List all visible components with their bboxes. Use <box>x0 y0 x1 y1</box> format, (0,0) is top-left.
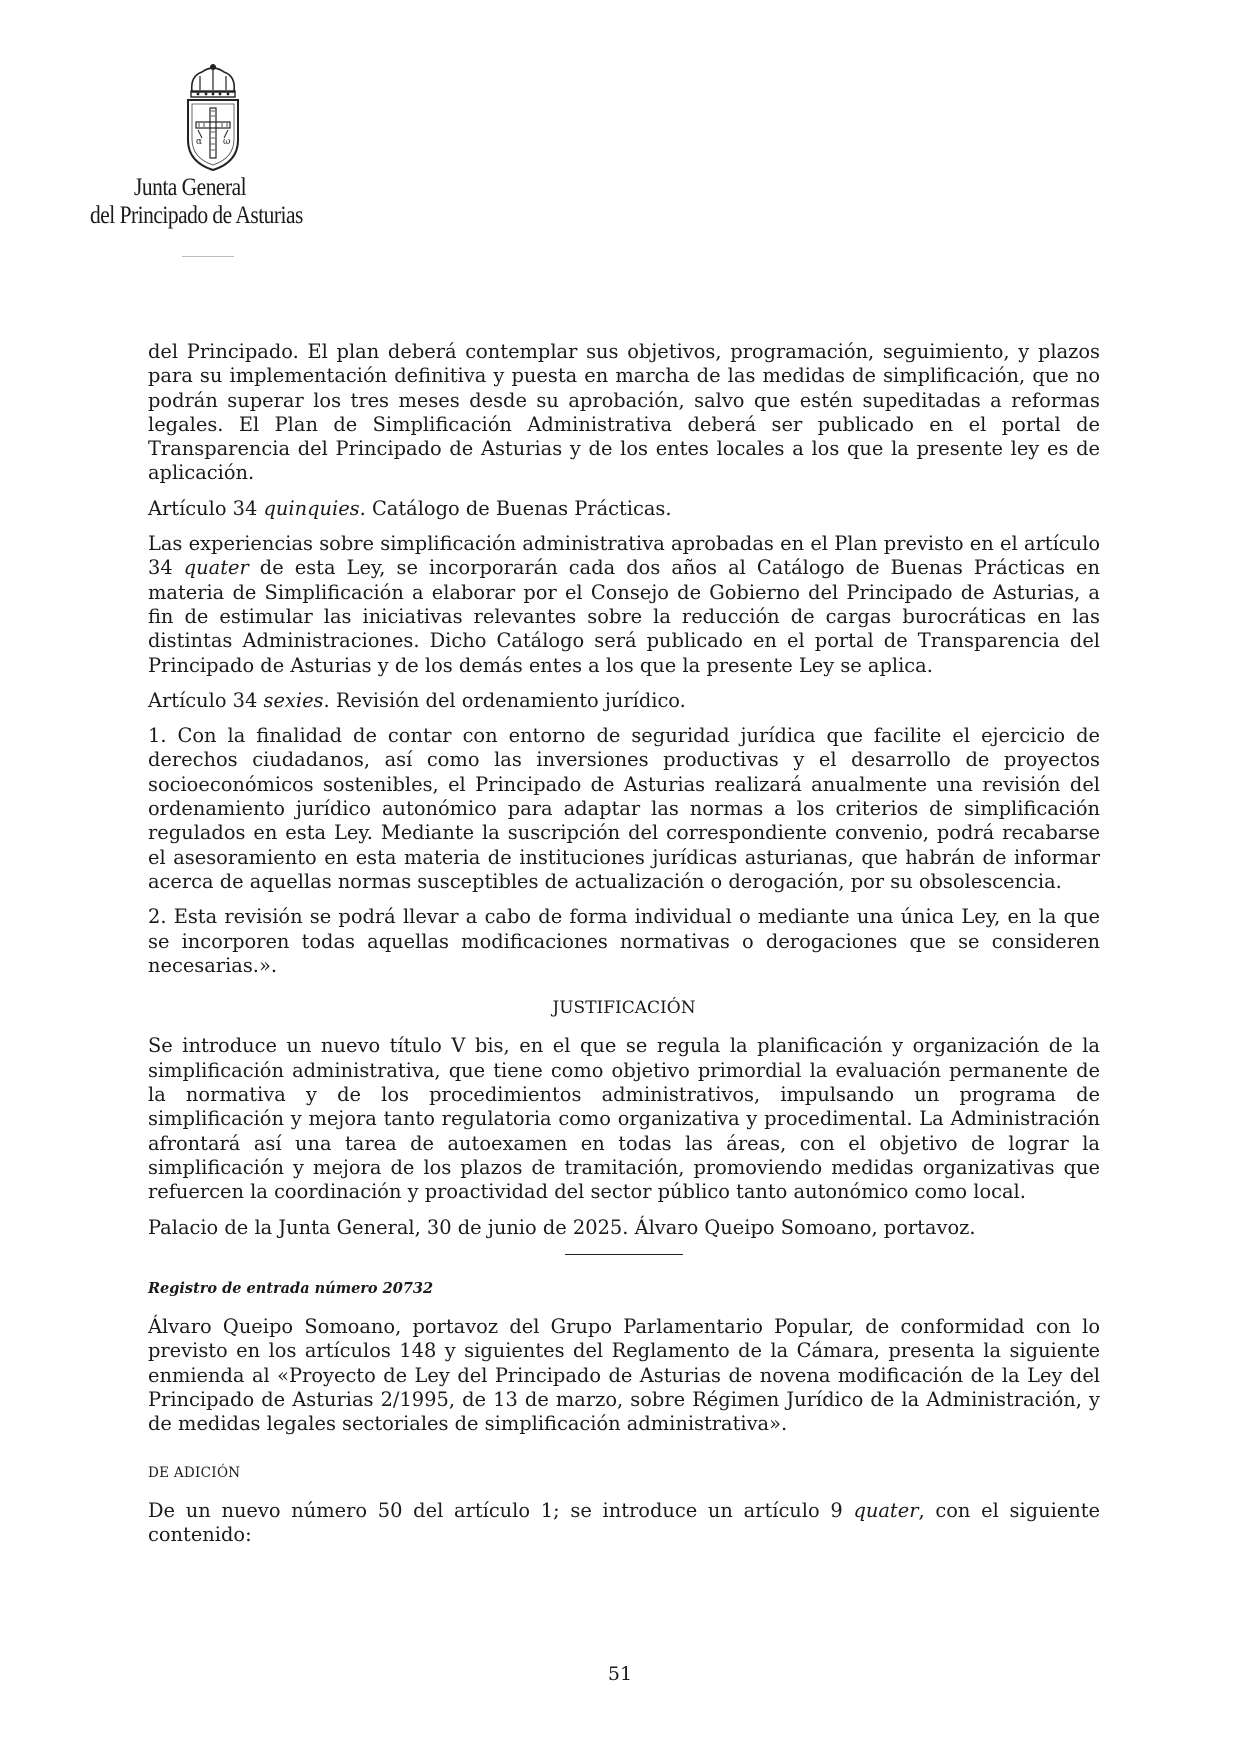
paragraph: 2. Esta revisión se podrá llevar a cabo de forma individual o mediante una única Ley, en la que se incorporen todas aquellas modificaciones normativas o derogaciones que se consideren necesarias.». <box>148 905 1100 977</box>
page-number: 51 <box>607 1663 633 1685</box>
article-heading: Artículo 34 sexies. Revisión del ordenamiento jurídico. <box>148 688 686 712</box>
amendment-type-label: DE ADICIÓN <box>148 1464 241 1481</box>
institution-name-line2: del Principado de Asturias <box>90 202 303 229</box>
svg-text:α: α <box>196 137 203 147</box>
svg-text:ω: ω <box>223 137 231 147</box>
paragraph: Álvaro Queipo Somoano, portavoz del Grupo Parlamentario Popular, de conformidad con lo previsto en los artículos 148 y siguientes del Reglamento de la Cámara, presenta la siguiente enmienda al «Proyecto de Ley del Principado de Asturias de novena modificación de la Ley del Principado de Asturias 2/1995, de 13 de marzo, sobre Régimen Jurídico de la Administración, y de medidas legales sectoriales de simplificación administrativa». <box>148 1315 1100 1436</box>
coat-of-arms-icon <box>182 62 244 174</box>
header-divider <box>182 256 234 257</box>
institution-name-line1: Junta General <box>134 174 247 201</box>
article-heading: Artículo 34 quinquies. Catálogo de Buenas Prácticas. <box>148 496 672 520</box>
paragraph: Se introduce un nuevo título V bis, en el que se regula la planificación y organización de la simplificación administrativa, que tiene como objetivo primordial la evaluación permanente de la normativa y de los procedimientos administrativos, impulsando un programa de simplificación y mejora tanto regulatoria como organizativa y procedimental. La Administración afrontará así una tarea de autoexamen en todas las áreas, con el objetivo de lograr la simplificación y mejora de los plazos de tramitación, promoviendo medidas organizativas que refuercen la coordinación y proactividad del sector público tanto autonómico como local. <box>148 1034 1100 1204</box>
section-separator <box>565 1254 683 1255</box>
document-body <box>148 340 1100 1558</box>
paragraph: 1. Con la finalidad de contar con entorno de seguridad jurídica que facilite el ejercicio de derechos ciudadanos, así como las inversiones productivas y el desarrollo de proyectos socioeconómicos sostenibles, el Principado de Asturias realizará anualmente una revisión del ordenamiento jurídico autonómico para adaptar las normas a los criterios de simplificación regulados en esta Ley. Mediante la suscripción del correspondiente convenio, podrá recabarse el asesoramiento en esta materia de instituciones jurídicas asturianas, que habrán de informar acerca de aquellas normas susceptibles de actualización o derogación, por su obsolescencia. <box>148 724 1100 893</box>
paragraph: De un nuevo número 50 del artículo 1; se introduce un artículo 9 quater, con el siguiente contenido: <box>148 1498 1101 1547</box>
paragraph: Las experiencias sobre simplificación administrativa aprobadas en el Plan previsto en el artículo 34 quater de esta Ley, se incorporarán cada dos años al Catálogo de Buenas Prácticas en materia de Simplificación a elaborar por el Consejo de Gobierno del Principado de Asturias, a fin de estimular las iniciativas relevantes sobre la reducción de cargas burocráticas en las distintas Administraciones. Dicho Catálogo será publicado en el portal de Transparencia del Principado de Asturias y de los demás entes a los que la presente Ley se aplica. <box>148 532 1100 677</box>
signature-line: Palacio de la Junta General, 30 de junio de 2025. Álvaro Queipo Somoano, portavoz. <box>148 1215 976 1239</box>
section-heading-justificacion: JUSTIFICACIÓN <box>552 998 696 1019</box>
paragraph: del Principado. El plan deberá contemplar sus objetivos, programación, seguimiento, y plazos para su implementación definitiva y puesta en marcha de las medidas de simplificación, que no podrán superar los tres meses desde su aprobación, salvo que estén supeditadas a reformas legales. El Plan de Simplificación Administrativa deberá ser publicado en el portal de Transparencia del Principado de Asturias y de los entes locales a los que la presente ley es de aplicación. <box>148 340 1100 485</box>
registry-entry-heading: Registro de entrada número 20732 <box>148 1279 434 1297</box>
